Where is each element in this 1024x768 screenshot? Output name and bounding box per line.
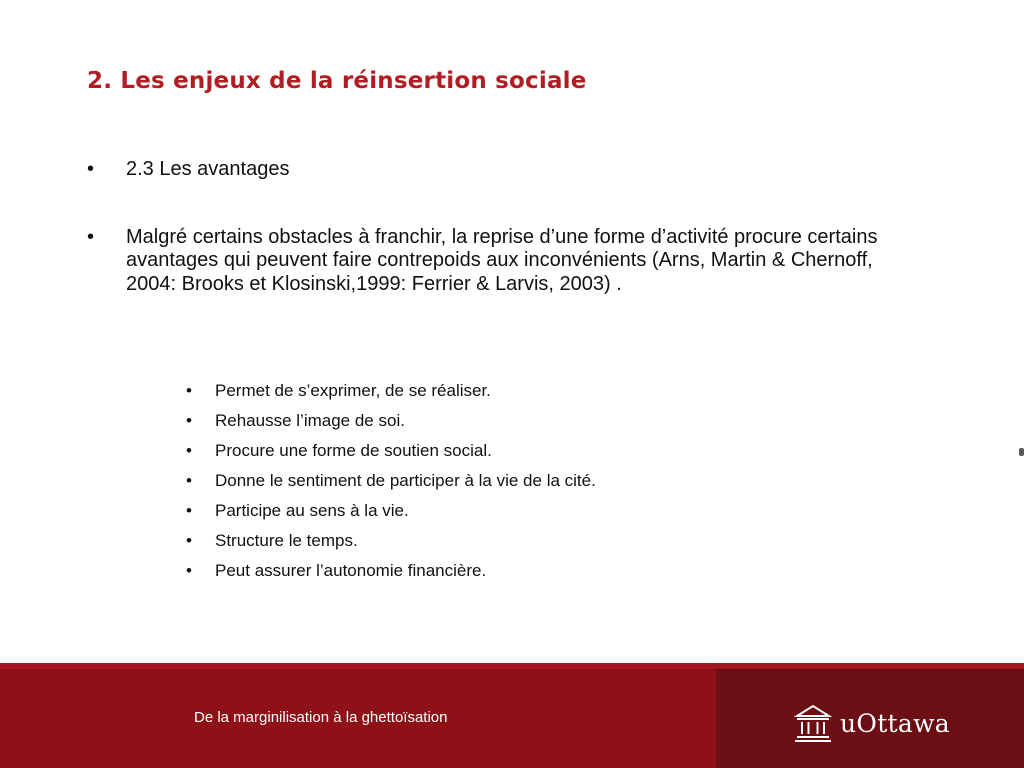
edge-artifact [1019, 448, 1024, 456]
bullet-mark: • [87, 225, 95, 248]
sub-bullet-item [186, 436, 826, 466]
sub-bullet-text: Participe au sens à la vie. [215, 501, 409, 520]
footer-caption: De la marginilisation à la ghettoïsation [194, 709, 448, 726]
sub-bullet-text: Donne le sentiment de participer à la vie de la cité. [215, 471, 596, 490]
sub-bullet-item [186, 496, 826, 526]
bullet-item-paragraph [87, 226, 917, 297]
sub-bullet-mark: • [186, 381, 192, 400]
bullet-text: Malgré certains obstacles à franchir, la reprise d’une forme d’activité procure certains avantages qui peuvent faire contrepoids aux inconvénients (Arns, Martin & Chernoff, 2004: Brooks et Klosinski,1999: Ferrier & Larvis, 2003) . [126, 225, 878, 295]
sub-bullet-text: Structure le temps. [215, 531, 358, 550]
sub-bullet-item [186, 406, 826, 436]
sub-bullet-mark: • [186, 441, 192, 460]
sub-bullet-text: Peut assurer l’autonomie financière. [215, 561, 487, 580]
sub-bullet-item [186, 556, 826, 586]
sub-bullet-mark: • [186, 471, 192, 490]
sub-bullet-item [186, 526, 826, 556]
bullet-item-heading [87, 158, 917, 182]
sub-bullet-text: Rehausse l’image de soi. [215, 411, 405, 430]
slide-title: 2. Les enjeux de la réinsertion sociale [87, 68, 587, 94]
sub-bullet-mark: • [186, 411, 192, 430]
sub-bullet-item [186, 466, 826, 496]
bullet-text: 2.3 Les avantages [126, 158, 290, 180]
bullet-mark: • [87, 158, 95, 180]
main-bullet-list [87, 158, 917, 296]
sub-bullet-text: Procure une forme de soutien social. [215, 441, 492, 460]
sub-bullet-mark: • [186, 531, 192, 550]
logo-wordmark: uOttawa [840, 708, 950, 738]
sub-bullet-mark: • [186, 561, 192, 580]
sub-bullet-item [186, 376, 826, 406]
uottawa-logo [794, 703, 950, 743]
sub-bullet-text: Permet de s’exprimer, de se réaliser. [215, 381, 491, 400]
university-building-icon [794, 703, 832, 743]
sub-bullet-list [186, 376, 826, 586]
sub-bullet-mark: • [186, 501, 192, 520]
